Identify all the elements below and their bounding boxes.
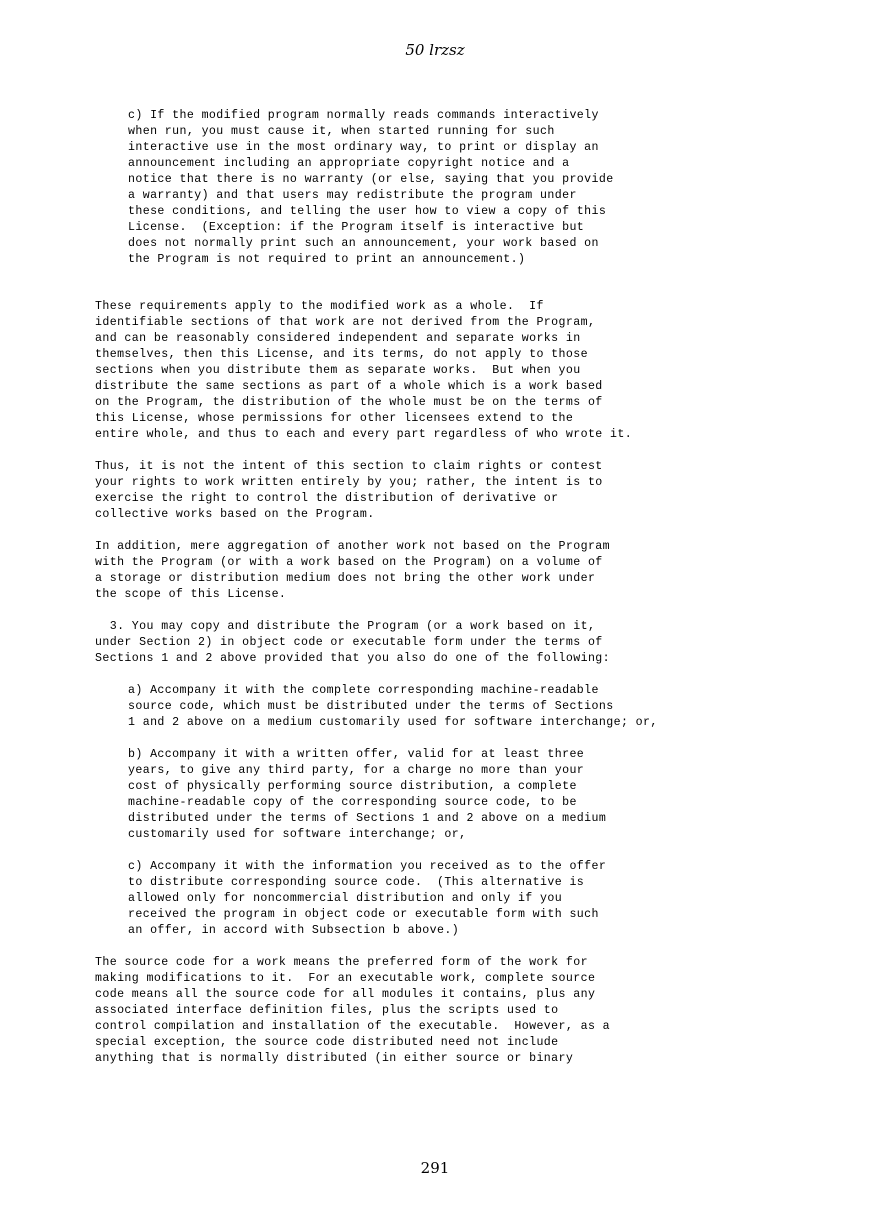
text-line: Thus, it is not the intent of this section to claim rights or contest — [95, 460, 603, 473]
text-line: announcement including an appropriate copyright notice and a — [128, 157, 570, 170]
text-line: this License, whose permissions for other licensees extend to the — [95, 412, 574, 425]
text-line: the Program is not required to print an announcement.) — [128, 253, 526, 266]
paragraph-gap — [95, 523, 835, 539]
text-line: In addition, mere aggregation of another work not based on the Program — [95, 540, 611, 553]
text-line: these conditions, and telling the user how to view a copy of this — [128, 205, 607, 218]
running-header: 50 lrzsz — [405, 41, 465, 59]
text-line: identifiable sections of that work are not derived from the Program, — [95, 316, 596, 329]
text-line: received the program in object code or executable form with such — [128, 908, 599, 921]
text-line: notice that there is no warranty (or else, saying that you provide — [128, 173, 614, 186]
paragraph-gap — [95, 843, 835, 859]
text-line: a warranty) and that users may redistribute the program under — [128, 189, 577, 202]
page-number: 291 — [420, 1159, 450, 1177]
text-line: code means all the source code for all modules it contains, plus any — [95, 988, 596, 1001]
text-line: exercise the right to control the distribution of derivative or — [95, 492, 559, 505]
text-line: making modifications to it. For an executable work, complete source — [95, 972, 596, 985]
text-line: customarily used for software interchange; or, — [128, 828, 467, 841]
text-line: themselves, then this License, and its terms, do not apply to those — [95, 348, 588, 361]
text-line: the scope of this License. — [95, 588, 287, 601]
text-line: These requirements apply to the modified work as a whole. If — [95, 300, 544, 313]
paragraph-requirements — [95, 299, 835, 443]
text-line: c) Accompany it with the information you received as to the offer — [128, 860, 607, 873]
text-line: does not normally print such an announcement, your work based on — [128, 237, 599, 250]
clause-3b — [95, 747, 835, 843]
text-line: an offer, in accord with Subsection b above.) — [128, 924, 460, 937]
clause-3a — [95, 683, 835, 731]
paragraph-intent — [95, 459, 835, 523]
text-line: distributed under the terms of Sections 1 and 2 above on a medium — [128, 812, 607, 825]
text-line: entire whole, and thus to each and every part regardless of who wrote it. — [95, 428, 633, 441]
paragraph-gap — [95, 939, 835, 955]
text-line: The source code for a work means the preferred form of the work for — [95, 956, 588, 969]
paragraph-gap — [95, 268, 835, 299]
text-line: Sections 1 and 2 above provided that you also do one of the following: — [95, 652, 611, 665]
text-line: years, to give any third party, for a charge no more than your — [128, 764, 585, 777]
clause-2c — [95, 108, 835, 268]
text-line: control compilation and installation of the executable. However, as a — [95, 1020, 611, 1033]
paragraph-gap — [95, 443, 835, 459]
text-line: your rights to work written entirely by you; rather, the intent is to — [95, 476, 603, 489]
text-line: special exception, the source code distributed need not include — [95, 1036, 559, 1049]
text-line: 3. You may copy and distribute the Program (or a work based on it, — [95, 620, 596, 633]
paragraph-source-code — [95, 955, 835, 1067]
text-line: machine-readable copy of the corresponding source code, to be — [128, 796, 577, 809]
text-line: allowed only for noncommercial distribution and only if you — [128, 892, 563, 905]
text-line: collective works based on the Program. — [95, 508, 375, 521]
text-line: with the Program (or with a work based on the Program) on a volume of — [95, 556, 603, 569]
text-line: interactive use in the most ordinary way, to print or display an — [128, 141, 599, 154]
text-line: under Section 2) in object code or executable form under the terms of — [95, 636, 603, 649]
text-line: a storage or distribution medium does not bring the other work under — [95, 572, 596, 585]
text-line: distribute the same sections as part of a whole which is a work based — [95, 380, 603, 393]
text-line: 1 and 2 above on a medium customarily used for software interchange; or, — [128, 716, 658, 729]
paragraph-aggregation — [95, 539, 835, 603]
text-line: c) If the modified program normally reads commands interactively — [128, 109, 599, 122]
text-line: associated interface definition files, plus the scripts used to — [95, 1004, 559, 1017]
text-line: License. (Exception: if the Program itself is interactive but — [128, 221, 585, 234]
text-line: a) Accompany it with the complete corresponding machine-readable — [128, 684, 599, 697]
text-line: on the Program, the distribution of the whole must be on the terms of — [95, 396, 603, 409]
text-line: anything that is normally distributed (in either source or binary — [95, 1052, 574, 1065]
text-line: when run, you must cause it, when started running for such — [128, 125, 555, 138]
clause-3c — [95, 859, 835, 939]
text-line: cost of physically performing source distribution, a complete — [128, 780, 577, 793]
text-line: b) Accompany it with a written offer, valid for at least three — [128, 748, 585, 761]
text-line: to distribute corresponding source code. (This alternative is — [128, 876, 585, 889]
text-line: and can be reasonably considered independent and separate works in — [95, 332, 581, 345]
section-3 — [95, 619, 835, 667]
paragraph-gap — [95, 603, 835, 619]
text-line: source code, which must be distributed under the terms of Sections — [128, 700, 614, 713]
paragraph-gap — [95, 731, 835, 747]
paragraph-gap — [95, 667, 835, 683]
text-line: sections when you distribute them as separate works. But when you — [95, 364, 581, 377]
license-text-body — [95, 108, 835, 1067]
